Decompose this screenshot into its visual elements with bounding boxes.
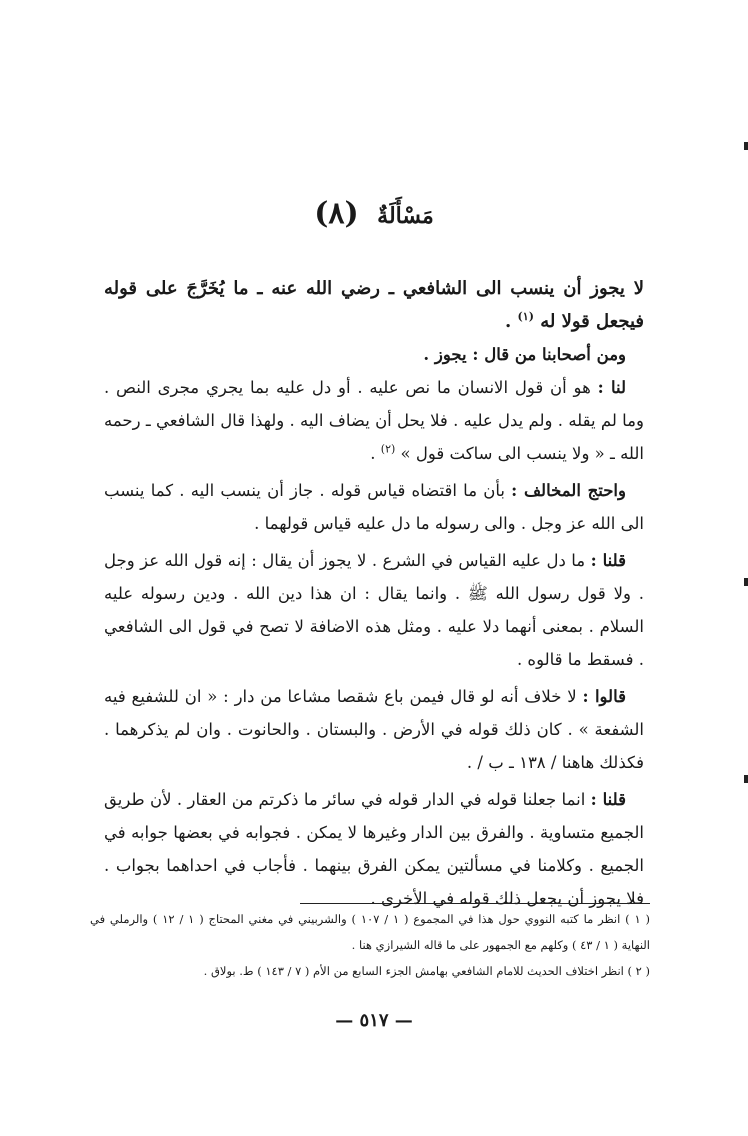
footnotes [90,906,650,984]
paragraph-text: بأن ما اقتضاه قياس قوله . جاز أن ينسب اليه . كما ينسب الى الله عز وجل . والى رسوله ما دل عليه قياس قولهما . [104,481,644,533]
paragraph-text: هو أن قول الانسان ما نص عليه . أو دل عليه بما يجري مجرى النص . وما لم يقله . ولم يدل عليه . فلا يحل أن يضاف اليه . ولهذا قال الشافعي ـ رحمه الله ـ « ولا ينسب الى ساكت قول » [104,378,644,463]
lead-phrase: قالوا : [582,687,626,706]
paragraph-end: . [370,444,376,463]
footnote-divider [300,903,650,904]
lead-phrase: ومن أصحابنا من قال : [472,345,626,364]
footnote-ref-2: (٢) [380,442,396,456]
paragraph-reply-1 [104,544,644,676]
edge-mark [744,578,748,586]
lead-phrase: واحتج المخالف : [511,481,626,500]
lead-phrase: قلنا : [590,551,626,570]
paragraph-reply-2 [104,783,644,915]
paragraph-opposing-view [104,338,644,371]
paragraph-text: ما دل عليه القياس في الشرع . لا يجوز أن يقال : إنه قول الله عز وجل . ولا قول رسول الله ﷺ . وانما يقال : ان هذا دين الله . ودين رسوله عليه السلام . بمعنى أنهما دلا عليه . ومثل هذه الاضافة لا تصح في قول الى الشافعي . فسقط ما قالوه . [104,551,644,669]
statement-end: . [504,311,512,332]
paragraph-they-said [104,680,644,779]
heading-number: (٨) [314,196,359,231]
heading-word: مَسْأَلَةٌ [377,203,434,229]
footnote-2: ( ٢ ) انظر اختلاف الحديث للامام الشافعي بهامش الجزء السابع من الأم ( ٧ / ١٤٣ ) ط. بولاق . [203,964,650,978]
lead-phrase: لنا : [597,378,626,397]
footnote-1: ( ١ ) انظر ما كتبه النووي حول هذا في المجموع ( ١ / ١٠٧ ) والشربيني في مغني المحتاج ( ١ / ١٢ ) والرملي في النهاية ( ١ / ٤٣ ) وكلهم مع الجمهور على ما قاله الشيرازي هنا . [90,912,650,952]
edge-mark [744,142,748,150]
edge-mark [744,775,748,783]
lead-phrase: قلنا : [590,790,626,809]
main-text [104,272,644,915]
paragraph-text: انما جعلنا قوله في الدار قوله في سائر ما ذكرتم من العقار . لأن طريق الجميع متساوية . والفرق بين الدار وغيرها لا يمكن . فجوابه في بعضها جوابه في الجميع . وكلامنا في مسألتين يمكن الفرق بينهما . فأجاب في احداهما بجواب . فلا يجوز أن يجعل ذلك قوله في الأخرى . [104,790,644,908]
page-number: — ٥١٧ — [335,1010,413,1031]
issue-statement-text: لا يجوز أن ينسب الى الشافعي ـ رضي الله عنه ـ ما يُخَرَّجَ على قوله فيجعل قولا له [104,278,644,332]
paragraph-text: لا خلاف أنه لو قال فيمن باع شقصا مشاعا من دار : « ان للشفيع فيه الشفعة » . كان ذلك قوله في الأرض . والبستان . والحانوت . وان لم يذكرهما . فكذلك هاهنا / ١٣٨ ـ ب / . [104,687,644,772]
issue-statement [104,272,644,338]
paragraph-opponent-argument [104,474,644,540]
paragraph-text: يجوز . [423,345,473,364]
paragraph-our-argument [104,371,644,470]
issue-heading [0,196,748,231]
footnote-ref-1: (١) [517,310,534,323]
